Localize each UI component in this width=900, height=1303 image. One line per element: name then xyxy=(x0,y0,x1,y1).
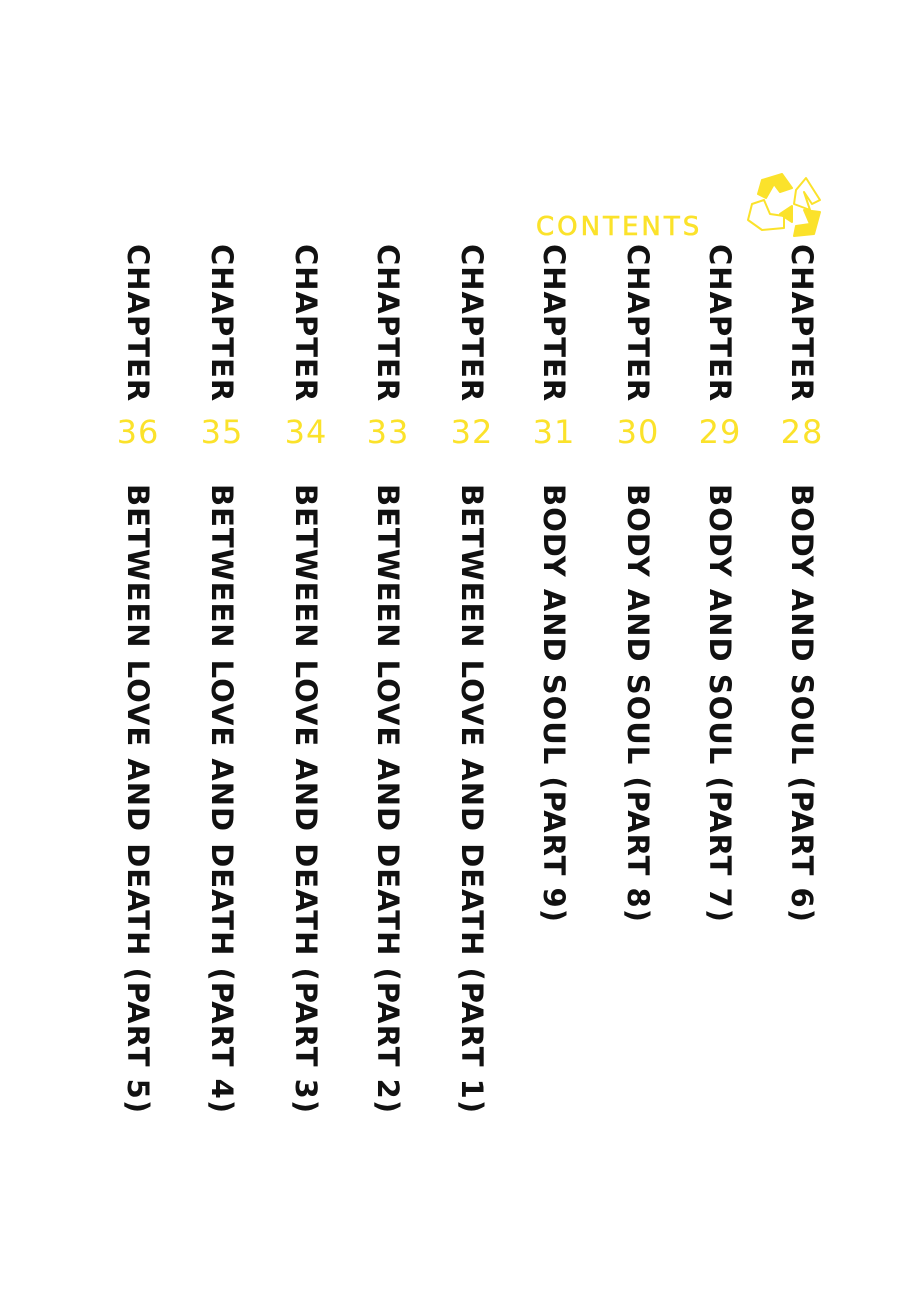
chapter-title: BODY AND SOUL (PART 7) xyxy=(703,484,737,923)
chapter-number: 33 xyxy=(366,413,410,451)
chapter-title: BETWEEN LOVE AND DEATH (PART 2) xyxy=(371,484,405,1115)
chapter-entry xyxy=(114,244,162,1244)
chapter-label: CHAPTER xyxy=(537,244,571,403)
chapter-label: CHAPTER xyxy=(371,244,405,403)
chapter-title: BODY AND SOUL (PART 8) xyxy=(621,484,655,923)
chapter-title: BETWEEN LOVE AND DEATH (PART 3) xyxy=(289,484,323,1115)
chapter-number: 30 xyxy=(616,413,660,451)
chapter-label: CHAPTER xyxy=(205,244,239,403)
chapter-label: CHAPTER xyxy=(121,244,155,403)
chapter-entry xyxy=(448,244,496,1244)
chapter-title: BETWEEN LOVE AND DEATH (PART 4) xyxy=(205,484,239,1115)
chapter-title: BETWEEN LOVE AND DEATH (PART 5) xyxy=(121,484,155,1115)
chapter-entry xyxy=(198,244,246,1244)
chapter-entry xyxy=(696,244,744,1244)
chapter-number: 34 xyxy=(284,413,328,451)
chapter-number: 31 xyxy=(532,413,576,451)
chapter-title: BODY AND SOUL (PART 9) xyxy=(537,484,571,923)
chapter-entry xyxy=(282,244,330,1244)
chapter-label: CHAPTER xyxy=(455,244,489,403)
chapter-entry xyxy=(614,244,662,1244)
chapter-entry xyxy=(778,244,826,1244)
chapter-title: BETWEEN LOVE AND DEATH (PART 1) xyxy=(455,484,489,1115)
recycle-icon xyxy=(744,170,826,246)
chapter-label: CHAPTER xyxy=(785,244,819,403)
chapter-number: 29 xyxy=(698,413,742,451)
chapter-label: CHAPTER xyxy=(621,244,655,403)
contents-heading: CONTENTS xyxy=(536,212,703,242)
chapter-entry xyxy=(530,244,578,1244)
chapter-number: 28 xyxy=(780,413,824,451)
chapter-entry xyxy=(364,244,412,1244)
chapter-label: CHAPTER xyxy=(703,244,737,403)
chapter-label: CHAPTER xyxy=(289,244,323,403)
chapter-number: 32 xyxy=(450,413,494,451)
chapter-number: 35 xyxy=(200,413,244,451)
chapter-number: 36 xyxy=(116,413,160,451)
chapter-title: BODY AND SOUL (PART 6) xyxy=(785,484,819,923)
